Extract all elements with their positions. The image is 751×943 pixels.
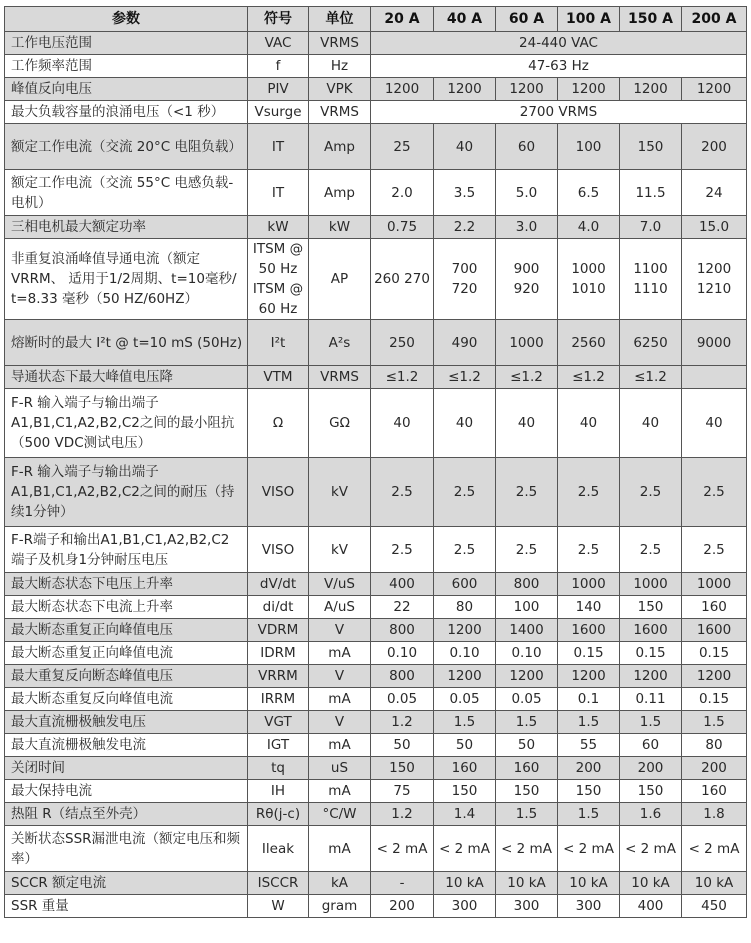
table-row bbox=[5, 780, 747, 803]
value-cell: 5.0 bbox=[496, 170, 558, 216]
value-cell: 400 bbox=[371, 573, 434, 596]
symbol-cell: IT bbox=[248, 124, 309, 170]
value-cell: 40 bbox=[434, 124, 496, 170]
value-cell: 1200 bbox=[434, 78, 496, 101]
unit-cell: kV bbox=[309, 527, 371, 573]
param-cell: 最大断态重复正向峰值电压 bbox=[5, 619, 248, 642]
table-row bbox=[5, 803, 747, 826]
symbol-cell: IGT bbox=[248, 734, 309, 757]
value-cell: 1.2 bbox=[371, 711, 434, 734]
value-cell: 200 bbox=[620, 757, 682, 780]
table-row bbox=[5, 32, 747, 55]
value-cell: 200 bbox=[371, 895, 434, 918]
value-cell: 200 bbox=[558, 757, 620, 780]
symbol-cell: Ω bbox=[248, 389, 309, 458]
param-cell: 工作电压范围 bbox=[5, 32, 248, 55]
symbol-cell: dV/dt bbox=[248, 573, 309, 596]
value-cell: 25 bbox=[371, 124, 434, 170]
value-cell: 0.05 bbox=[496, 688, 558, 711]
value-cell: ≤1.2 bbox=[434, 366, 496, 389]
header-cell: 符号 bbox=[248, 7, 309, 32]
symbol-cell: VAC bbox=[248, 32, 309, 55]
value-cell: 0.15 bbox=[682, 642, 747, 665]
param-cell: 最大断态重复正向峰值电流 bbox=[5, 642, 248, 665]
value-cell: 80 bbox=[434, 596, 496, 619]
value-cell: 450 bbox=[682, 895, 747, 918]
param-cell: 最大断态重复反向峰值电流 bbox=[5, 688, 248, 711]
table-row bbox=[5, 711, 747, 734]
value-cell: 250 bbox=[371, 320, 434, 366]
header-cell: 20 A bbox=[371, 7, 434, 32]
value-cell: 3.0 bbox=[496, 216, 558, 239]
value-cell: 160 bbox=[682, 780, 747, 803]
value-cell: 700 720 bbox=[434, 239, 496, 320]
value-cell: 40 bbox=[682, 389, 747, 458]
unit-cell: GΩ bbox=[309, 389, 371, 458]
value-cell: 15.0 bbox=[682, 216, 747, 239]
symbol-cell: VGT bbox=[248, 711, 309, 734]
param-cell: 额定工作电流（交流 20°C 电阻负载） bbox=[5, 124, 248, 170]
table-row bbox=[5, 872, 747, 895]
value-cell: 40 bbox=[434, 389, 496, 458]
unit-cell: mA bbox=[309, 734, 371, 757]
value-cell: 60 bbox=[496, 124, 558, 170]
value-cell: 800 bbox=[496, 573, 558, 596]
value-cell: ≤1.2 bbox=[496, 366, 558, 389]
value-cell: ≤1.2 bbox=[620, 366, 682, 389]
param-cell: SSR 重量 bbox=[5, 895, 248, 918]
value-cell: 160 bbox=[682, 596, 747, 619]
value-cell: 1600 bbox=[620, 619, 682, 642]
value-cell: < 2 mA bbox=[558, 826, 620, 872]
symbol-cell: IDRM bbox=[248, 642, 309, 665]
value-cell: 1000 bbox=[682, 573, 747, 596]
value-cell: 1600 bbox=[682, 619, 747, 642]
value-cell: 300 bbox=[496, 895, 558, 918]
unit-cell: mA bbox=[309, 642, 371, 665]
table-row bbox=[5, 734, 747, 757]
symbol-cell: W bbox=[248, 895, 309, 918]
value-cell: 40 bbox=[620, 389, 682, 458]
symbol-cell: VISO bbox=[248, 458, 309, 527]
param-cell: 热阻 R（结点至外壳） bbox=[5, 803, 248, 826]
value-cell: 2.5 bbox=[371, 527, 434, 573]
symbol-cell: tq bbox=[248, 757, 309, 780]
unit-cell: AP bbox=[309, 239, 371, 320]
value-cell: 6250 bbox=[620, 320, 682, 366]
value-cell: 40 bbox=[558, 389, 620, 458]
unit-cell: kV bbox=[309, 458, 371, 527]
value-cell: 1.5 bbox=[682, 711, 747, 734]
symbol-cell: ITSM @ 50 Hz ITSM @ 60 Hz bbox=[248, 239, 309, 320]
value-cell: 1.5 bbox=[620, 711, 682, 734]
table-row bbox=[5, 124, 747, 170]
value-cell: 300 bbox=[434, 895, 496, 918]
value-cell: 2700 VRMS bbox=[371, 101, 747, 124]
unit-cell: A/uS bbox=[309, 596, 371, 619]
value-cell: 490 bbox=[434, 320, 496, 366]
value-cell: 0.15 bbox=[558, 642, 620, 665]
value-cell: < 2 mA bbox=[620, 826, 682, 872]
value-cell: 200 bbox=[682, 757, 747, 780]
table-row bbox=[5, 216, 747, 239]
value-cell: 1200 bbox=[682, 78, 747, 101]
value-cell: 1.5 bbox=[434, 711, 496, 734]
table-row bbox=[5, 78, 747, 101]
symbol-cell: di/dt bbox=[248, 596, 309, 619]
value-cell: 150 bbox=[620, 596, 682, 619]
value-cell: 1200 bbox=[682, 665, 747, 688]
unit-cell: gram bbox=[309, 895, 371, 918]
value-cell: 100 bbox=[558, 124, 620, 170]
value-cell: 2.0 bbox=[371, 170, 434, 216]
value-cell: 2.5 bbox=[620, 527, 682, 573]
symbol-cell: ISCCR bbox=[248, 872, 309, 895]
unit-cell: °C/W bbox=[309, 803, 371, 826]
header-cell: 单位 bbox=[309, 7, 371, 32]
value-cell: 24 bbox=[682, 170, 747, 216]
value-cell: 40 bbox=[371, 389, 434, 458]
value-cell: 0.75 bbox=[371, 216, 434, 239]
unit-cell: V bbox=[309, 619, 371, 642]
value-cell: 600 bbox=[434, 573, 496, 596]
param-cell: 最大直流栅极触发电压 bbox=[5, 711, 248, 734]
value-cell: 1200 bbox=[620, 78, 682, 101]
symbol-cell: Vsurge bbox=[248, 101, 309, 124]
value-cell: < 2 mA bbox=[682, 826, 747, 872]
value-cell: 0.10 bbox=[434, 642, 496, 665]
header-cell: 200 A bbox=[682, 7, 747, 32]
table-row bbox=[5, 642, 747, 665]
value-cell: 150 bbox=[496, 780, 558, 803]
value-cell: 22 bbox=[371, 596, 434, 619]
unit-cell: Amp bbox=[309, 124, 371, 170]
value-cell: 150 bbox=[620, 124, 682, 170]
unit-cell: VRMS bbox=[309, 32, 371, 55]
unit-cell: A²s bbox=[309, 320, 371, 366]
value-cell: 150 bbox=[434, 780, 496, 803]
value-cell: ≤1.2 bbox=[558, 366, 620, 389]
unit-cell: mA bbox=[309, 780, 371, 803]
table-row bbox=[5, 527, 747, 573]
value-cell: 6.5 bbox=[558, 170, 620, 216]
value-cell: 2.5 bbox=[496, 458, 558, 527]
param-cell: 最大负载容量的浪涌电压（<1 秒） bbox=[5, 101, 248, 124]
value-cell: 2.5 bbox=[558, 458, 620, 527]
header-cell: 60 A bbox=[496, 7, 558, 32]
value-cell: 1600 bbox=[558, 619, 620, 642]
value-cell: 900 920 bbox=[496, 239, 558, 320]
unit-cell: VRMS bbox=[309, 101, 371, 124]
value-cell: 800 bbox=[371, 619, 434, 642]
symbol-cell: PIV bbox=[248, 78, 309, 101]
header-cell: 100 A bbox=[558, 7, 620, 32]
param-cell: F-R端子和输出A1,B1,C1,A2,B2,C2 端子及机身1分钟耐压电压 bbox=[5, 527, 248, 573]
value-cell: 1000 bbox=[620, 573, 682, 596]
param-cell: 导通状态下最大峰值电压降 bbox=[5, 366, 248, 389]
table-row bbox=[5, 757, 747, 780]
param-cell: 三相电机最大额定功率 bbox=[5, 216, 248, 239]
unit-cell: mA bbox=[309, 826, 371, 872]
value-cell: 0.15 bbox=[620, 642, 682, 665]
value-cell: 1.5 bbox=[496, 711, 558, 734]
symbol-cell: I²t bbox=[248, 320, 309, 366]
value-cell: 50 bbox=[371, 734, 434, 757]
param-cell: 最大保持电流 bbox=[5, 780, 248, 803]
symbol-cell: f bbox=[248, 55, 309, 78]
value-cell: 2.5 bbox=[558, 527, 620, 573]
value-cell: 200 bbox=[682, 124, 747, 170]
table-row bbox=[5, 665, 747, 688]
value-cell: 2.5 bbox=[434, 458, 496, 527]
symbol-cell: IRRM bbox=[248, 688, 309, 711]
table-row bbox=[5, 170, 747, 216]
value-cell: 75 bbox=[371, 780, 434, 803]
unit-cell: kA bbox=[309, 872, 371, 895]
table-row bbox=[5, 55, 747, 78]
value-cell: 800 bbox=[371, 665, 434, 688]
value-cell: - bbox=[371, 872, 434, 895]
table-row bbox=[5, 458, 747, 527]
value-cell: 10 kA bbox=[434, 872, 496, 895]
value-cell: 1200 bbox=[558, 665, 620, 688]
value-cell: 1200 bbox=[434, 619, 496, 642]
value-cell: 1000 1010 bbox=[558, 239, 620, 320]
table-row bbox=[5, 389, 747, 458]
value-cell: 1.5 bbox=[496, 803, 558, 826]
param-cell: 非重复浪涌峰值导通电流（额定VRRM、 适用于1/2周期、t=10毫秒/ t=8.33 毫秒（50 HZ/60HZ） bbox=[5, 239, 248, 320]
table-row bbox=[5, 239, 747, 320]
value-cell: 1200 bbox=[434, 665, 496, 688]
value-cell: 55 bbox=[558, 734, 620, 757]
value-cell bbox=[682, 366, 747, 389]
value-cell: 1.4 bbox=[434, 803, 496, 826]
unit-cell: Amp bbox=[309, 170, 371, 216]
value-cell: 1.5 bbox=[558, 711, 620, 734]
param-cell: 额定工作电流（交流 55°C 电感负载-电机） bbox=[5, 170, 248, 216]
table-row bbox=[5, 619, 747, 642]
param-cell: 最大直流栅极触发电流 bbox=[5, 734, 248, 757]
value-cell: 150 bbox=[620, 780, 682, 803]
header-cell: 150 A bbox=[620, 7, 682, 32]
symbol-cell: VDRM bbox=[248, 619, 309, 642]
param-cell: SCCR 额定电流 bbox=[5, 872, 248, 895]
symbol-cell: VTM bbox=[248, 366, 309, 389]
value-cell: 0.05 bbox=[434, 688, 496, 711]
value-cell: 100 bbox=[496, 596, 558, 619]
param-cell: 工作频率范围 bbox=[5, 55, 248, 78]
symbol-cell: Rθ(j-c) bbox=[248, 803, 309, 826]
unit-cell: V bbox=[309, 711, 371, 734]
value-cell: 50 bbox=[434, 734, 496, 757]
table-row bbox=[5, 320, 747, 366]
symbol-cell: VRRM bbox=[248, 665, 309, 688]
value-cell: 2.5 bbox=[682, 458, 747, 527]
value-cell: 80 bbox=[682, 734, 747, 757]
param-cell: F-R 输入端子与输出端子 A1,B1,C1,A2,B2,C2之间的最小阻抗（500 VDC测试电压） bbox=[5, 389, 248, 458]
value-cell: 400 bbox=[620, 895, 682, 918]
value-cell: 10 kA bbox=[682, 872, 747, 895]
spec-table bbox=[4, 6, 747, 918]
value-cell: 0.11 bbox=[620, 688, 682, 711]
param-cell: F-R 输入端子与输出端子 A1,B1,C1,A2,B2,C2之间的耐压（持续1分钟） bbox=[5, 458, 248, 527]
value-cell: 40 bbox=[496, 389, 558, 458]
symbol-cell: kW bbox=[248, 216, 309, 239]
param-cell: 最大重复反向断态峰值电压 bbox=[5, 665, 248, 688]
value-cell: 24-440 VAC bbox=[371, 32, 747, 55]
param-cell: 最大断态状态下电流上升率 bbox=[5, 596, 248, 619]
value-cell: 1.2 bbox=[371, 803, 434, 826]
table-row bbox=[5, 573, 747, 596]
symbol-cell: IT bbox=[248, 170, 309, 216]
table-row bbox=[5, 895, 747, 918]
value-cell: 10 kA bbox=[496, 872, 558, 895]
table-row bbox=[5, 101, 747, 124]
value-cell: 1.6 bbox=[620, 803, 682, 826]
value-cell: 2.5 bbox=[434, 527, 496, 573]
value-cell: 2.2 bbox=[434, 216, 496, 239]
value-cell: 2560 bbox=[558, 320, 620, 366]
value-cell: 10 kA bbox=[558, 872, 620, 895]
value-cell: < 2 mA bbox=[434, 826, 496, 872]
value-cell: 11.5 bbox=[620, 170, 682, 216]
value-cell: 47-63 Hz bbox=[371, 55, 747, 78]
value-cell: 150 bbox=[371, 757, 434, 780]
value-cell: 160 bbox=[496, 757, 558, 780]
param-cell: 关断状态SSR漏泄电流（额定电压和频率） bbox=[5, 826, 248, 872]
value-cell: 3.5 bbox=[434, 170, 496, 216]
value-cell: 2.5 bbox=[371, 458, 434, 527]
unit-cell: kW bbox=[309, 216, 371, 239]
symbol-cell: VISO bbox=[248, 527, 309, 573]
unit-cell: uS bbox=[309, 757, 371, 780]
param-cell: 最大断态状态下电压上升率 bbox=[5, 573, 248, 596]
value-cell: 260 270 bbox=[371, 239, 434, 320]
symbol-cell: IH bbox=[248, 780, 309, 803]
unit-cell: VPK bbox=[309, 78, 371, 101]
value-cell: 1100 1110 bbox=[620, 239, 682, 320]
header-cell: 参数 bbox=[5, 7, 248, 32]
value-cell: ≤1.2 bbox=[371, 366, 434, 389]
table-row bbox=[5, 688, 747, 711]
unit-cell: Hz bbox=[309, 55, 371, 78]
value-cell: 1000 bbox=[558, 573, 620, 596]
value-cell: 150 bbox=[558, 780, 620, 803]
header-cell: 40 A bbox=[434, 7, 496, 32]
unit-cell: mA bbox=[309, 688, 371, 711]
value-cell: 1200 bbox=[496, 665, 558, 688]
value-cell: 1200 1210 bbox=[682, 239, 747, 320]
value-cell: 60 bbox=[620, 734, 682, 757]
value-cell: 10 kA bbox=[620, 872, 682, 895]
value-cell: 4.0 bbox=[558, 216, 620, 239]
value-cell: 50 bbox=[496, 734, 558, 757]
value-cell: 2.5 bbox=[682, 527, 747, 573]
header-row bbox=[5, 7, 747, 32]
value-cell: 160 bbox=[434, 757, 496, 780]
table-row bbox=[5, 366, 747, 389]
param-cell: 关闭时间 bbox=[5, 757, 248, 780]
value-cell: 0.05 bbox=[371, 688, 434, 711]
unit-cell: V bbox=[309, 665, 371, 688]
value-cell: 0.10 bbox=[496, 642, 558, 665]
value-cell: 1.8 bbox=[682, 803, 747, 826]
value-cell: 0.1 bbox=[558, 688, 620, 711]
value-cell: 1200 bbox=[558, 78, 620, 101]
value-cell: 0.15 bbox=[682, 688, 747, 711]
table-row bbox=[5, 596, 747, 619]
param-cell: 熔断时的最大 I²t @ t=10 mS (50Hz) bbox=[5, 320, 248, 366]
symbol-cell: Ileak bbox=[248, 826, 309, 872]
value-cell: 1.5 bbox=[558, 803, 620, 826]
value-cell: 9000 bbox=[682, 320, 747, 366]
value-cell: 140 bbox=[558, 596, 620, 619]
value-cell: < 2 mA bbox=[371, 826, 434, 872]
value-cell: 1200 bbox=[371, 78, 434, 101]
value-cell: 2.5 bbox=[496, 527, 558, 573]
value-cell: < 2 mA bbox=[496, 826, 558, 872]
value-cell: 0.10 bbox=[371, 642, 434, 665]
param-cell: 峰值反向电压 bbox=[5, 78, 248, 101]
unit-cell: V/uS bbox=[309, 573, 371, 596]
table-row bbox=[5, 826, 747, 872]
value-cell: 2.5 bbox=[620, 458, 682, 527]
unit-cell: VRMS bbox=[309, 366, 371, 389]
value-cell: 300 bbox=[558, 895, 620, 918]
value-cell: 1200 bbox=[620, 665, 682, 688]
value-cell: 1200 bbox=[496, 78, 558, 101]
value-cell: 1400 bbox=[496, 619, 558, 642]
value-cell: 7.0 bbox=[620, 216, 682, 239]
value-cell: 1000 bbox=[496, 320, 558, 366]
